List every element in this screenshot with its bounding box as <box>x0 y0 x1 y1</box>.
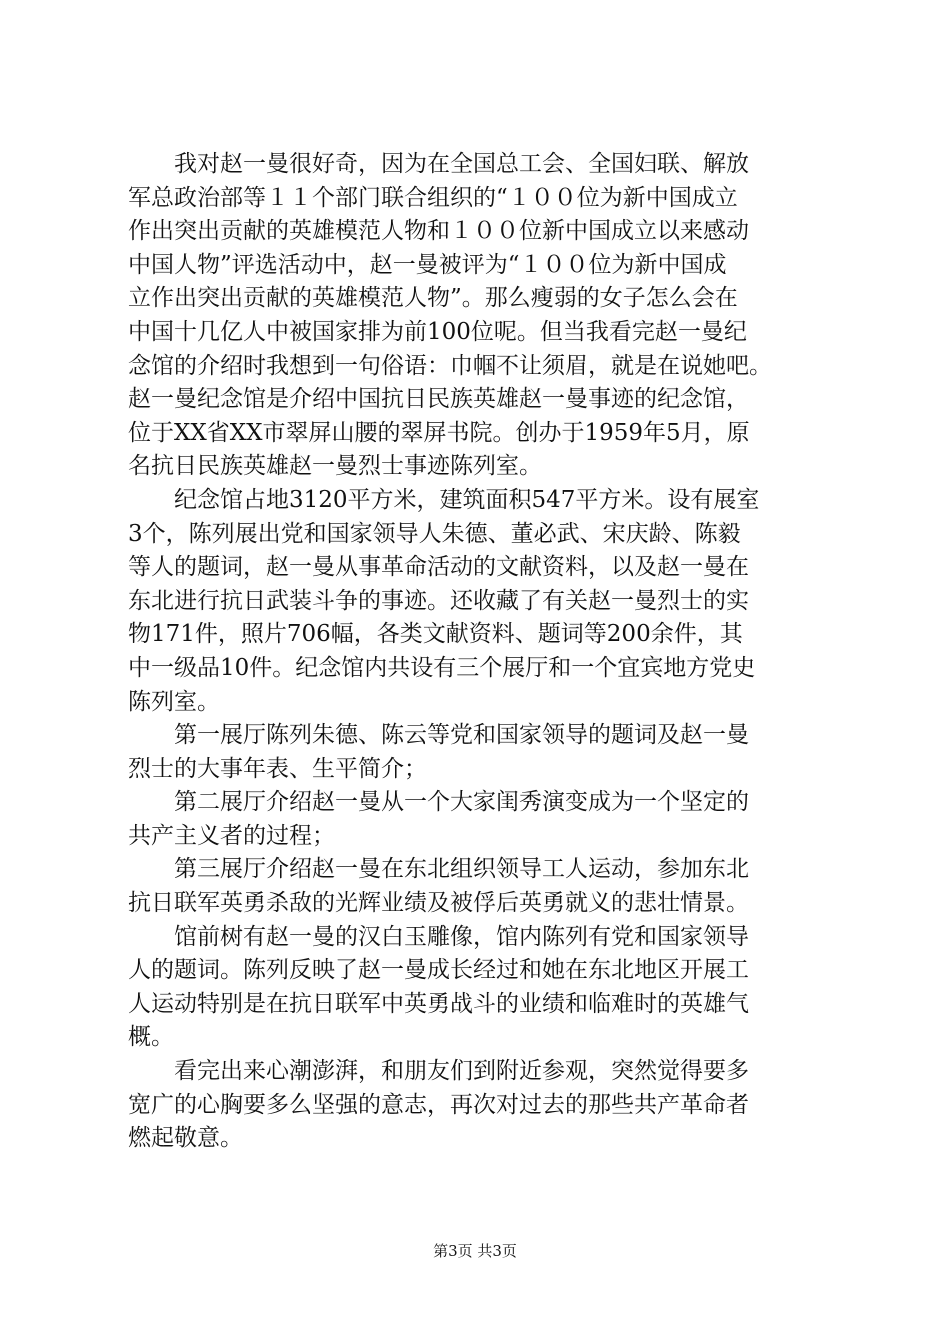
text-line: 3个，陈列展出党和国家领导人朱德、董必武、宋庆龄、陈毅 <box>128 520 741 547</box>
text-line: 概。 <box>128 1024 174 1051</box>
text-line: 念馆的介绍时我想到一句俗语：巾帼不让须眉，就是在说她吧。 <box>128 352 772 379</box>
text-line: 宽广的心胸要多么坚强的意志，再次对过去的那些共产革命者 <box>128 1091 749 1118</box>
text-line: 馆前树有赵一曼的汉白玉雕像，馆内陈列有党和国家领导 <box>128 923 749 950</box>
text-line: 赵一曼纪念馆是介绍中国抗日民族英雄赵一曼事迹的纪念馆， <box>128 386 749 413</box>
text-line: 立作出突出贡献的英雄模范人物”。那么瘦弱的女子怎么会在 <box>128 285 738 312</box>
text-line: 位于XX省XX市翠屏山腰的翠屏书院。创办于1959年5月，原 <box>128 419 750 446</box>
text-line: 燃起敬意。 <box>128 1125 243 1152</box>
document-body <box>128 148 834 1156</box>
text-line: 等人的题词，赵一曼从事革命活动的文献资料，以及赵一曼在 <box>128 554 749 581</box>
text-line: 物171件，照片706幅，各类文献资料、题词等200余件，其 <box>128 621 743 648</box>
text-line: 看完出来心潮澎湃，和朋友们到附近参观，突然觉得要多 <box>128 1058 749 1085</box>
text-line: 东北进行抗日武装斗争的事迹。还收藏了有关赵一曼烈士的实 <box>128 587 749 614</box>
text-line: 我对赵一曼很好奇，因为在全国总工会、全国妇联、解放 <box>128 151 749 177</box>
text-line: 名抗日民族英雄赵一曼烈士事迹陈列室。 <box>128 453 542 480</box>
text-line: 第二展厅介绍赵一曼从一个大家闺秀演变成为一个坚定的 <box>128 789 749 816</box>
text-line: 中国十几亿人中被国家排为前100位呢。但当我看完赵一曼纪 <box>128 318 747 345</box>
text-line: 抗日联军英勇杀敌的光辉业绩及被俘后英勇就义的悲壮情景。 <box>128 890 749 917</box>
text-line: 军总政治部等１１个部门联合组织的“１００位为新中国成立 <box>128 184 738 211</box>
text-line: 第三展厅介绍赵一曼在东北组织领导工人运动，参加东北 <box>128 856 749 883</box>
text-line: 人的题词。陈列反映了赵一曼成长经过和她在东北地区开展工 <box>128 957 749 984</box>
text-line: 中一级品10件。纪念馆内共设有三个展厅和一个宜宾地方党史 <box>128 654 756 681</box>
page-number-footer: 第3页 共3页 <box>433 1242 517 1260</box>
text-line: 陈列室。 <box>128 688 220 715</box>
text-line: 作出突出贡献的英雄模范人物和１００位新中国成立以来感动 <box>128 218 749 245</box>
text-line: 人运动特别是在抗日联军中英勇战斗的业绩和临难时的英雄气 <box>128 990 749 1017</box>
text-line: 烈士的大事年表、生平简介； <box>128 755 427 782</box>
text-line: 纪念馆占地3120平方米，建筑面积547平方米。设有展室 <box>128 486 760 513</box>
text-line: 中国人物”评选活动中，赵一曼被评为“１００位为新中国成 <box>128 251 727 278</box>
text-line: 共产主义者的过程； <box>128 822 335 849</box>
text-line: 第一展厅陈列朱德、陈云等党和国家领导的题词及赵一曼 <box>128 722 749 749</box>
